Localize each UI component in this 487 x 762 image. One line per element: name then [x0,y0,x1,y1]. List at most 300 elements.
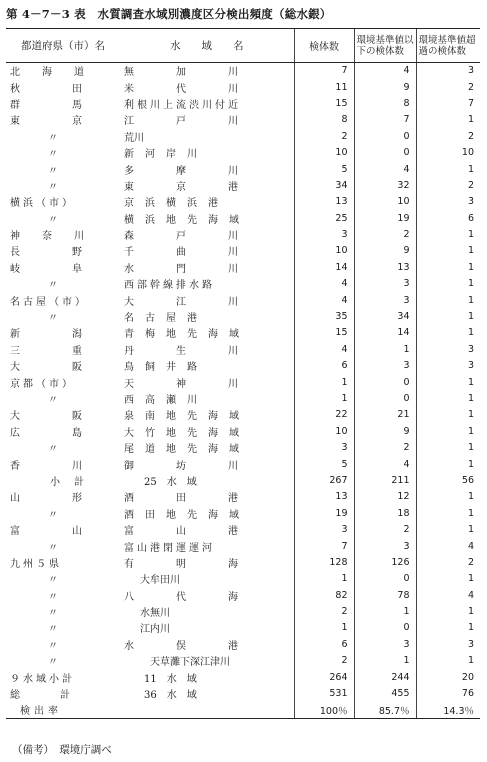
cell-samples: 7 [294,538,354,554]
cell-samples: 10 [294,144,354,160]
cell-waterbody [120,505,294,521]
waterbody-label: 水門川 [124,263,280,275]
cell-waterbody [120,226,294,242]
cell-prefecture [6,358,134,374]
prefecture-label: 長野 [10,247,134,259]
cell-above-standard: 2 [416,128,480,144]
cell-waterbody [120,439,294,455]
cell-samples: 267 [294,472,354,488]
cell-prefecture [6,79,134,95]
cell-samples: 128 [294,554,354,570]
cell-waterbody [120,95,294,111]
cell-prefecture [6,194,120,210]
cell-waterbody [120,603,294,619]
waterbody-label: 利根川上流渋川付近 [124,99,241,111]
cell-waterbody [120,653,294,669]
cell-waterbody [120,456,294,472]
cell-below-standard: 0 [354,620,416,636]
cell-prefecture [6,112,134,128]
cell-samples: 1 [294,571,354,587]
cell-waterbody [120,128,294,144]
cell-below-standard: 3 [354,358,416,374]
table-row [6,554,480,570]
prefecture-label: 岐阜 [10,263,134,275]
cell-waterbody [120,702,294,718]
cell-above-standard: 1 [416,226,480,242]
prefecture-label: 名古屋（市） [10,296,88,308]
cell-below-standard: 32 [354,177,416,193]
prefecture-label: 〃 [48,657,58,669]
cell-above-standard: 1 [416,489,480,505]
cell-above-standard: 1 [416,620,480,636]
table-row [6,144,480,160]
cell-below-standard: 21 [354,407,416,423]
cell-prefecture [6,407,134,423]
cell-samples: 15 [294,325,354,341]
cell-below-standard: 34 [354,308,416,324]
cell-waterbody [120,292,294,308]
prefecture-label: 山形 [10,493,134,505]
prefecture-label: 総計 [10,690,110,702]
prefecture-label: ９水域小計 [10,673,75,685]
cell-prefecture [6,390,120,406]
waterbody-label: 富山港 [124,526,280,538]
cell-below-standard: 3 [354,292,416,308]
cell-above-standard: 56 [416,472,480,488]
table-row [6,669,480,685]
prefecture-label: 香川 [10,460,134,472]
cell-samples: 15 [294,95,354,111]
cell-waterbody [120,112,294,128]
header-above-standard: 環境基準値超過の検体数 [416,29,480,63]
cell-samples: 3 [294,439,354,455]
cell-below-standard: 3 [354,636,416,652]
cell-waterbody [120,636,294,652]
table-row [6,439,480,455]
cell-prefecture [6,456,134,472]
table-row [6,276,480,292]
waterbody-label: 鳥飼井路 [124,362,208,374]
cell-waterbody [120,259,294,275]
cell-above-standard: 20 [416,669,480,685]
cell-samples: 1 [294,390,354,406]
waterbody-label: 森戸川 [124,231,280,243]
cell-below-standard: 85.7％ [354,702,416,718]
table-row [6,374,480,390]
cell-samples: 1 [294,620,354,636]
table-row [6,210,480,226]
header-samples: 検体数 [294,29,354,63]
cell-prefecture [6,521,134,538]
cell-waterbody [120,161,294,177]
cell-prefecture [6,489,134,505]
cell-prefecture [6,472,120,488]
cell-below-standard: 12 [354,489,416,505]
waterbody-label: 36 水 域 [144,690,197,702]
cell-above-standard: 76 [416,685,480,701]
cell-waterbody [120,669,294,685]
cell-prefecture [6,226,120,242]
table-row [6,226,480,242]
waterbody-label: 天神川 [124,378,280,390]
cell-above-standard: 1 [416,325,480,341]
cell-samples: 25 [294,210,354,226]
data-table [6,28,480,719]
prefecture-label: 〃 [48,395,58,406]
cell-prefecture [6,669,120,685]
prefecture-label: 三重 [10,345,134,357]
cell-below-standard: 3 [354,276,416,292]
cell-samples: 34 [294,177,354,193]
cell-below-standard: 8 [354,95,416,111]
cell-below-standard: 4 [354,456,416,472]
table-row [6,308,480,324]
table-row [6,63,480,79]
cell-above-standard: 1 [416,423,480,439]
cell-prefecture [6,144,120,160]
cell-above-standard: 1 [416,276,480,292]
waterbody-label: 横浜地先海域 [124,214,250,226]
cell-prefecture [6,702,120,718]
cell-prefecture [6,292,120,308]
cell-waterbody [120,194,294,210]
cell-samples: 5 [294,456,354,472]
cell-prefecture [6,636,120,652]
cell-samples: 100％ [294,702,354,718]
cell-above-standard: 1 [416,407,480,423]
cell-samples: 6 [294,636,354,652]
cell-above-standard: 3 [416,636,480,652]
cell-samples: 4 [294,292,354,308]
waterbody-label: 11 水 域 [144,673,197,685]
cell-prefecture [6,554,120,570]
cell-above-standard: 1 [416,505,480,521]
table-row [6,571,480,587]
waterbody-label: 東京港 [124,181,280,193]
cell-above-standard: 1 [416,259,480,275]
prefecture-label: 〃 [48,132,58,144]
cell-samples: 22 [294,407,354,423]
cell-samples: 10 [294,423,354,439]
cell-samples: 2 [294,603,354,619]
waterbody-label: 千曲川 [124,247,280,259]
cell-below-standard: 7 [354,112,416,128]
cell-above-standard: 1 [416,603,480,619]
cell-samples: 2 [294,128,354,144]
waterbody-label: 25 水 域 [144,476,197,488]
table-row [6,456,480,472]
prefecture-label: 広島 [10,427,134,439]
cell-above-standard: 1 [416,243,480,259]
cell-below-standard: 13 [354,259,416,275]
cell-above-standard: 14.3％ [416,702,480,718]
cell-below-standard: 244 [354,669,416,685]
cell-below-standard: 2 [354,521,416,537]
prefecture-label: 〃 [48,575,58,587]
table-row [6,538,480,554]
cell-samples: 1 [294,374,354,390]
cell-samples: 5 [294,161,354,177]
cell-prefecture [6,571,120,587]
cell-above-standard: 7 [416,95,480,111]
prefecture-label: 〃 [48,280,58,292]
cell-below-standard: 0 [354,571,416,587]
cell-waterbody [120,521,294,537]
prefecture-label: 新潟 [10,329,134,341]
cell-above-standard: 2 [416,554,480,570]
cell-above-standard: 1 [416,653,480,669]
cell-above-standard: 1 [416,390,480,406]
waterbody-label: 青梅地先海域 [124,329,250,341]
prefecture-label: 検出率 [20,706,62,718]
prefecture-label: 〃 [48,444,58,456]
cell-prefecture [6,653,120,669]
waterbody-label: 泉南地先海域 [124,411,250,423]
cell-waterbody [120,571,294,587]
cell-above-standard: 3 [416,341,480,357]
cell-prefecture [6,128,120,144]
cell-prefecture [6,177,120,193]
table-row [6,243,480,259]
cell-samples: 35 [294,308,354,324]
cell-above-standard: 4 [416,587,480,603]
cell-above-standard: 6 [416,210,480,226]
cell-prefecture [6,620,120,636]
cell-prefecture [6,538,120,554]
prefecture-label: 東京 [10,116,134,128]
cell-below-standard: 2 [354,439,416,455]
prefecture-label: 大阪 [10,411,134,423]
table-row [6,423,480,439]
cell-waterbody [120,341,294,357]
prefecture-label: 〃 [48,509,58,521]
waterbody-label: 丹生川 [124,345,280,357]
cell-waterbody [120,243,294,259]
cell-below-standard: 0 [354,374,416,390]
table-body [6,63,480,719]
table-row [6,95,480,111]
prefecture-label: 北海道 [10,67,106,79]
cell-above-standard: 1 [416,308,480,324]
table-row [6,521,480,537]
prefecture-label: 〃 [48,149,58,161]
cell-below-standard: 1 [354,603,416,619]
waterbody-label: 大竹地先海域 [124,427,250,439]
cell-waterbody [120,210,294,226]
waterbody-label: 有明海 [124,558,280,570]
cell-samples: 6 [294,358,354,374]
table-row [6,390,480,406]
table-row [6,702,480,718]
cell-waterbody [120,685,294,701]
cell-waterbody [120,423,294,439]
cell-prefecture [6,341,134,357]
cell-below-standard: 0 [354,390,416,406]
cell-below-standard: 0 [354,144,416,160]
waterbody-label: 大江川 [124,296,280,308]
cell-waterbody [120,472,294,488]
cell-samples: 531 [294,685,354,701]
cell-waterbody [120,587,294,603]
cell-waterbody [120,79,294,95]
prefecture-label: 〃 [48,608,58,620]
cell-samples: 13 [294,194,354,210]
cell-samples: 3 [294,226,354,242]
prefecture-label: 〃 [48,624,58,636]
cell-samples: 10 [294,243,354,259]
waterbody-label: 江戸川 [124,116,280,128]
prefecture-label: 〃 [48,640,58,652]
cell-prefecture [6,95,134,111]
cell-above-standard: 1 [416,112,480,128]
cell-prefecture [6,423,134,439]
cell-samples: 7 [294,63,354,79]
cell-waterbody [120,63,294,79]
waterbody-label: 名古屋港 [124,313,208,325]
prefecture-label: 秋田 [10,83,134,95]
waterbody-label: 荒川 [124,132,144,144]
table-row [6,603,480,619]
cell-above-standard: 1 [416,456,480,472]
cell-below-standard: 211 [354,472,416,488]
cell-waterbody [120,177,294,193]
header-row [6,29,480,63]
cell-below-standard: 18 [354,505,416,521]
cell-waterbody [120,358,294,374]
prefecture-label: 富山 [10,526,134,538]
prefecture-label: 〃 [48,542,58,554]
waterbody-label: 酒田港 [124,493,280,505]
cell-below-standard: 126 [354,554,416,570]
cell-prefecture [6,439,120,455]
cell-above-standard: 1 [416,571,480,587]
prefecture-label: 大阪 [10,362,134,374]
prefecture-label: 横浜（市） [10,198,75,210]
cell-waterbody [120,308,294,324]
cell-below-standard: 4 [354,161,416,177]
header-prefecture: 都道府県（市）名 [6,29,120,63]
prefecture-label: 群馬 [10,99,134,111]
cell-samples: 4 [294,276,354,292]
waterbody-label: 天草灘下深江津川 [150,657,230,669]
cell-prefecture [6,243,134,259]
cell-samples: 19 [294,505,354,521]
cell-prefecture [6,505,120,521]
waterbody-label: 新河岸川 [124,149,208,161]
waterbody-label: 大牟田川 [140,575,180,587]
table-row [6,161,480,177]
cell-below-standard: 1 [354,653,416,669]
table-row [6,358,480,374]
table-row [6,292,480,308]
cell-waterbody [120,489,294,505]
cell-below-standard: 455 [354,685,416,701]
waterbody-label: 富山港閉運運河 [124,542,215,554]
waterbody-label: 米代川 [124,83,280,95]
table-row [6,325,480,341]
table-row [6,112,480,128]
cell-samples: 14 [294,259,354,275]
cell-prefecture [6,161,120,177]
waterbody-label: 京浜横浜港 [124,198,229,210]
cell-above-standard: 1 [416,374,480,390]
prefecture-label: 小計 [50,476,98,488]
table-row [6,505,480,521]
cell-below-standard: 19 [354,210,416,226]
cell-samples: 13 [294,489,354,505]
cell-prefecture [6,308,120,324]
prefecture-label: 〃 [48,181,58,193]
cell-below-standard: 78 [354,587,416,603]
cell-samples: 11 [294,79,354,95]
cell-below-standard: 9 [354,423,416,439]
waterbody-label: 御坊川 [124,460,280,472]
cell-below-standard: 1 [354,341,416,357]
table-row [6,489,480,505]
prefecture-label: 神奈川 [10,231,106,243]
cell-samples: 2 [294,653,354,669]
cell-below-standard: 10 [354,194,416,210]
cell-above-standard: 1 [416,161,480,177]
waterbody-label: 水俣港 [124,640,280,652]
waterbody-label: 多摩川 [124,165,280,177]
cell-below-standard: 14 [354,325,416,341]
cell-above-standard: 3 [416,358,480,374]
table-row [6,177,480,193]
cell-below-standard: 3 [354,538,416,554]
cell-samples: 82 [294,587,354,603]
prefecture-label: 九州５県 [10,558,62,570]
cell-prefecture [6,259,134,275]
source-note: （備考） 環境庁調べ [12,744,112,756]
cell-waterbody [120,407,294,423]
waterbody-label: 西高瀬川 [124,395,208,406]
cell-below-standard: 4 [354,63,416,79]
header-waterbody: 水 域 名 [120,29,294,63]
cell-below-standard: 9 [354,243,416,259]
cell-above-standard: 4 [416,538,480,554]
prefecture-label: 〃 [48,214,58,226]
cell-waterbody [120,390,294,406]
cell-waterbody [120,554,294,570]
cell-above-standard: 2 [416,177,480,193]
table-row [6,259,480,275]
cell-prefecture [6,603,120,619]
cell-above-standard: 1 [416,439,480,455]
table-row [6,341,480,357]
cell-below-standard: 0 [354,128,416,144]
waterbody-label: 水無川 [140,608,170,620]
table-row [6,128,480,144]
cell-waterbody [120,144,294,160]
cell-above-standard: 1 [416,292,480,308]
header-below-standard: 環境基準値以下の検体数 [354,29,416,63]
cell-waterbody [120,374,294,390]
prefecture-label: 〃 [48,313,58,325]
waterbody-label: 江内川 [140,624,170,636]
table-row [6,472,480,488]
cell-below-standard: 2 [354,226,416,242]
cell-below-standard: 9 [354,79,416,95]
cell-above-standard: 3 [416,63,480,79]
cell-samples: 4 [294,341,354,357]
cell-waterbody [120,325,294,341]
prefecture-label: 〃 [48,165,58,177]
cell-above-standard: 1 [416,521,480,537]
table-row [6,685,480,701]
table-row [6,194,480,210]
table-row [6,620,480,636]
